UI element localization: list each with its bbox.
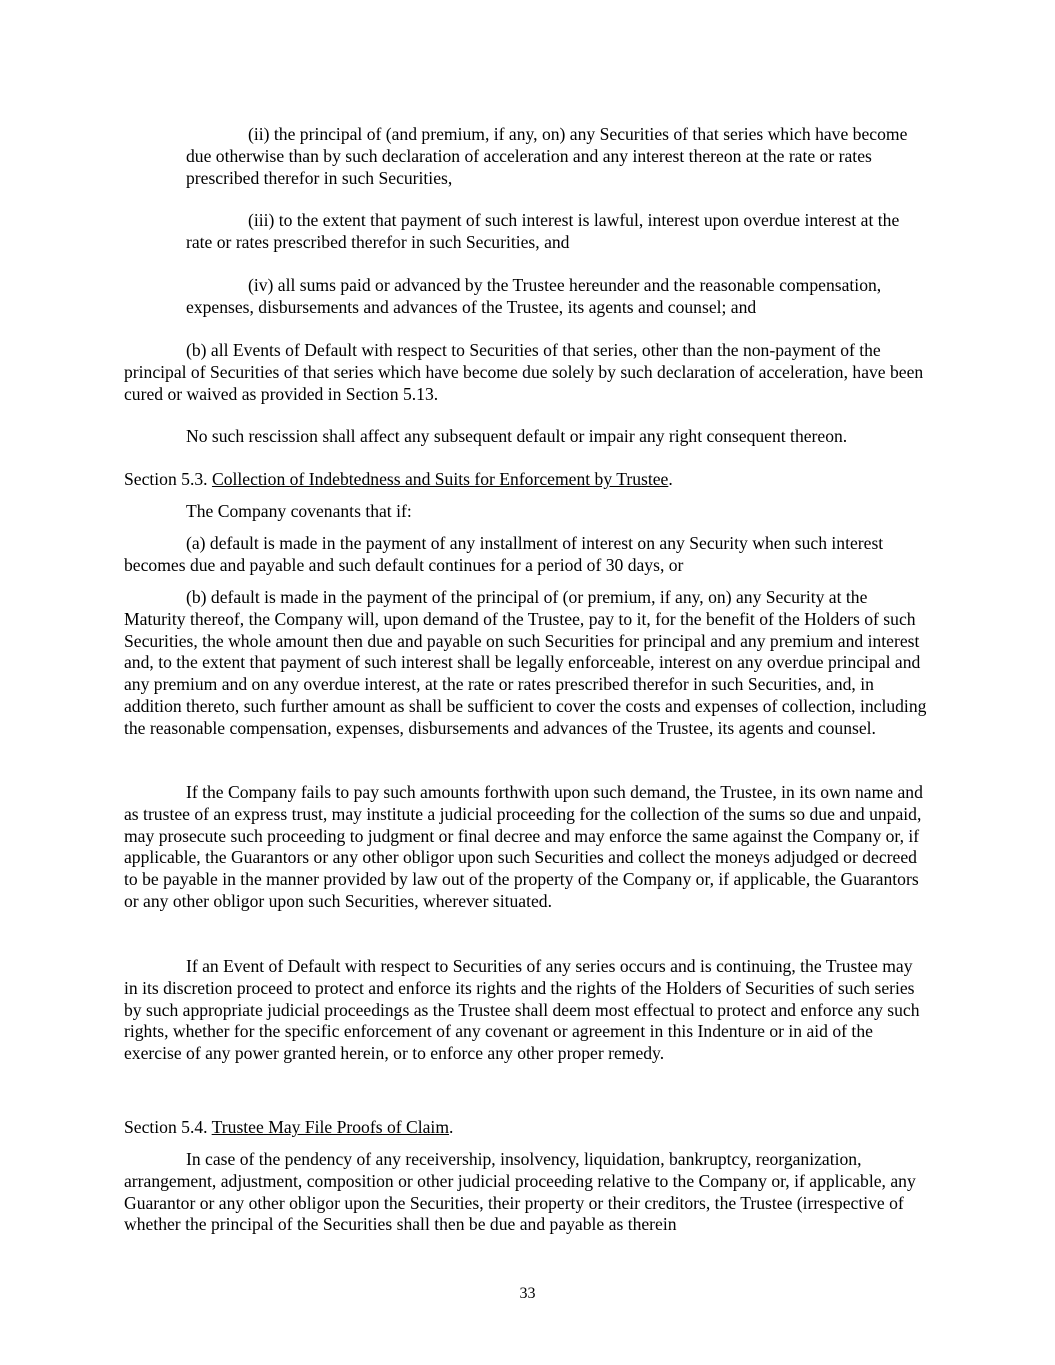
paragraph-event-of-default: If an Event of Default with respect to Securities of any series occurs and is continuing, the Trustee may in its discretion proceed to protect and enforce its rights and the rights of the Holders of Securities of such series by such appropriate judicial proceedings as the Trustee shall deem most effectual to protect and enforce any such rights, whether for the specific enforcement of any covenant or agreement in this Indenture or in aid of the exercise of any power granted herein, or to enforce any other proper remedy.: [124, 956, 920, 1064]
paragraph-iv: (iv) all sums paid or advanced by the Trustee hereunder and the reasonable compensation, expenses, disbursements and advances of the Trustee, its agents and counsel; and: [186, 275, 882, 317]
paragraph-iii: (iii) to the extent that payment of such interest is lawful, interest upon overdue interest at the rate or rates prescribed therefor in such Securities, and: [186, 210, 900, 252]
paragraph-b-default: (b) default is made in the payment of the principal of (or premium, if any, on) any Security at the Maturity thereof, the Company will, upon demand of the Trustee, pay to it, for the benefit of the Holders of such Securities, the whole amount then due and payable on such Securities for principal and any premium and interest and, to the extent that payment of such interest shall be legally enforceable, interest on any overdue principal and any premium and on any overdue interest, at the rate or rates prescribed therefor in such Securities, and, in addition thereto, such further amount as shall be sufficient to cover the costs and expenses of collection, including the reasonable compensation, expenses, disbursements and advances of the Trustee, its agents and counsel.: [124, 587, 927, 738]
paragraph-fails-to-pay: If the Company fails to pay such amounts forthwith upon such demand, the Trustee, in its own name and as trustee of an express trust, may institute a judicial proceeding for the collection of the sums so due and unpaid, may prosecute such proceeding to judgment or final decree and may enforce the same against the Company or, if applicable, the Guarantors or any other obligor upon such Securities and collect the moneys adjudged or decreed to be payable in the manner provided by law out of the property of the Company or, if applicable, the Guarantors or any other obligor upon such Securities, wherever situated.: [124, 782, 923, 911]
section-number: Section 5.4.: [124, 1117, 208, 1137]
section-title: Collection of Indebtedness and Suits for Enforcement by Trustee: [211, 469, 669, 489]
paragraph-b-events: (b) all Events of Default with respect to Securities of that series, other than the non-payment of the principal of Securities of that series which have become due solely by such declaration of acceleration, have been cured or waived as provided in Section 5.13.: [124, 340, 924, 404]
section-heading-end: .: [449, 1117, 454, 1137]
section-number: Section 5.3.: [124, 469, 208, 489]
paragraph-covenants: The Company covenants that if:: [186, 501, 412, 521]
paragraph-ii: (ii) the principal of (and premium, if any, on) any Securities of that series which have become due otherwise than by such declaration of acceleration and any interest thereon at the rate or rates prescribed therefor in such Securities,: [186, 124, 908, 188]
paragraph-no-rescission: No such rescission shall affect any subsequent default or impair any right consequent thereon.: [186, 426, 848, 446]
paragraph-pendency: In case of the pendency of any receivership, insolvency, liquidation, bankruptcy, reorganization, arrangement, adjustment, composition or other judicial proceeding relative to the Company or, if applicable, any Guarantor or any other obligor upon the Securities, their property or their creditors, the Trustee (irrespective of whether the principal of the Securities shall then be due and payable as therein: [124, 1149, 916, 1235]
section-5-3-heading: [124, 469, 930, 491]
section-5-4-heading: [124, 1117, 930, 1139]
paragraph-a-default: (a) default is made in the payment of any installment of interest on any Security when such interest becomes due and payable and such default continues for a period of 30 days, or: [124, 533, 884, 575]
page-number: 33: [519, 1285, 536, 1302]
section-title: Trustee May File Proofs of Claim: [211, 1117, 450, 1137]
section-heading-end: .: [668, 469, 673, 489]
